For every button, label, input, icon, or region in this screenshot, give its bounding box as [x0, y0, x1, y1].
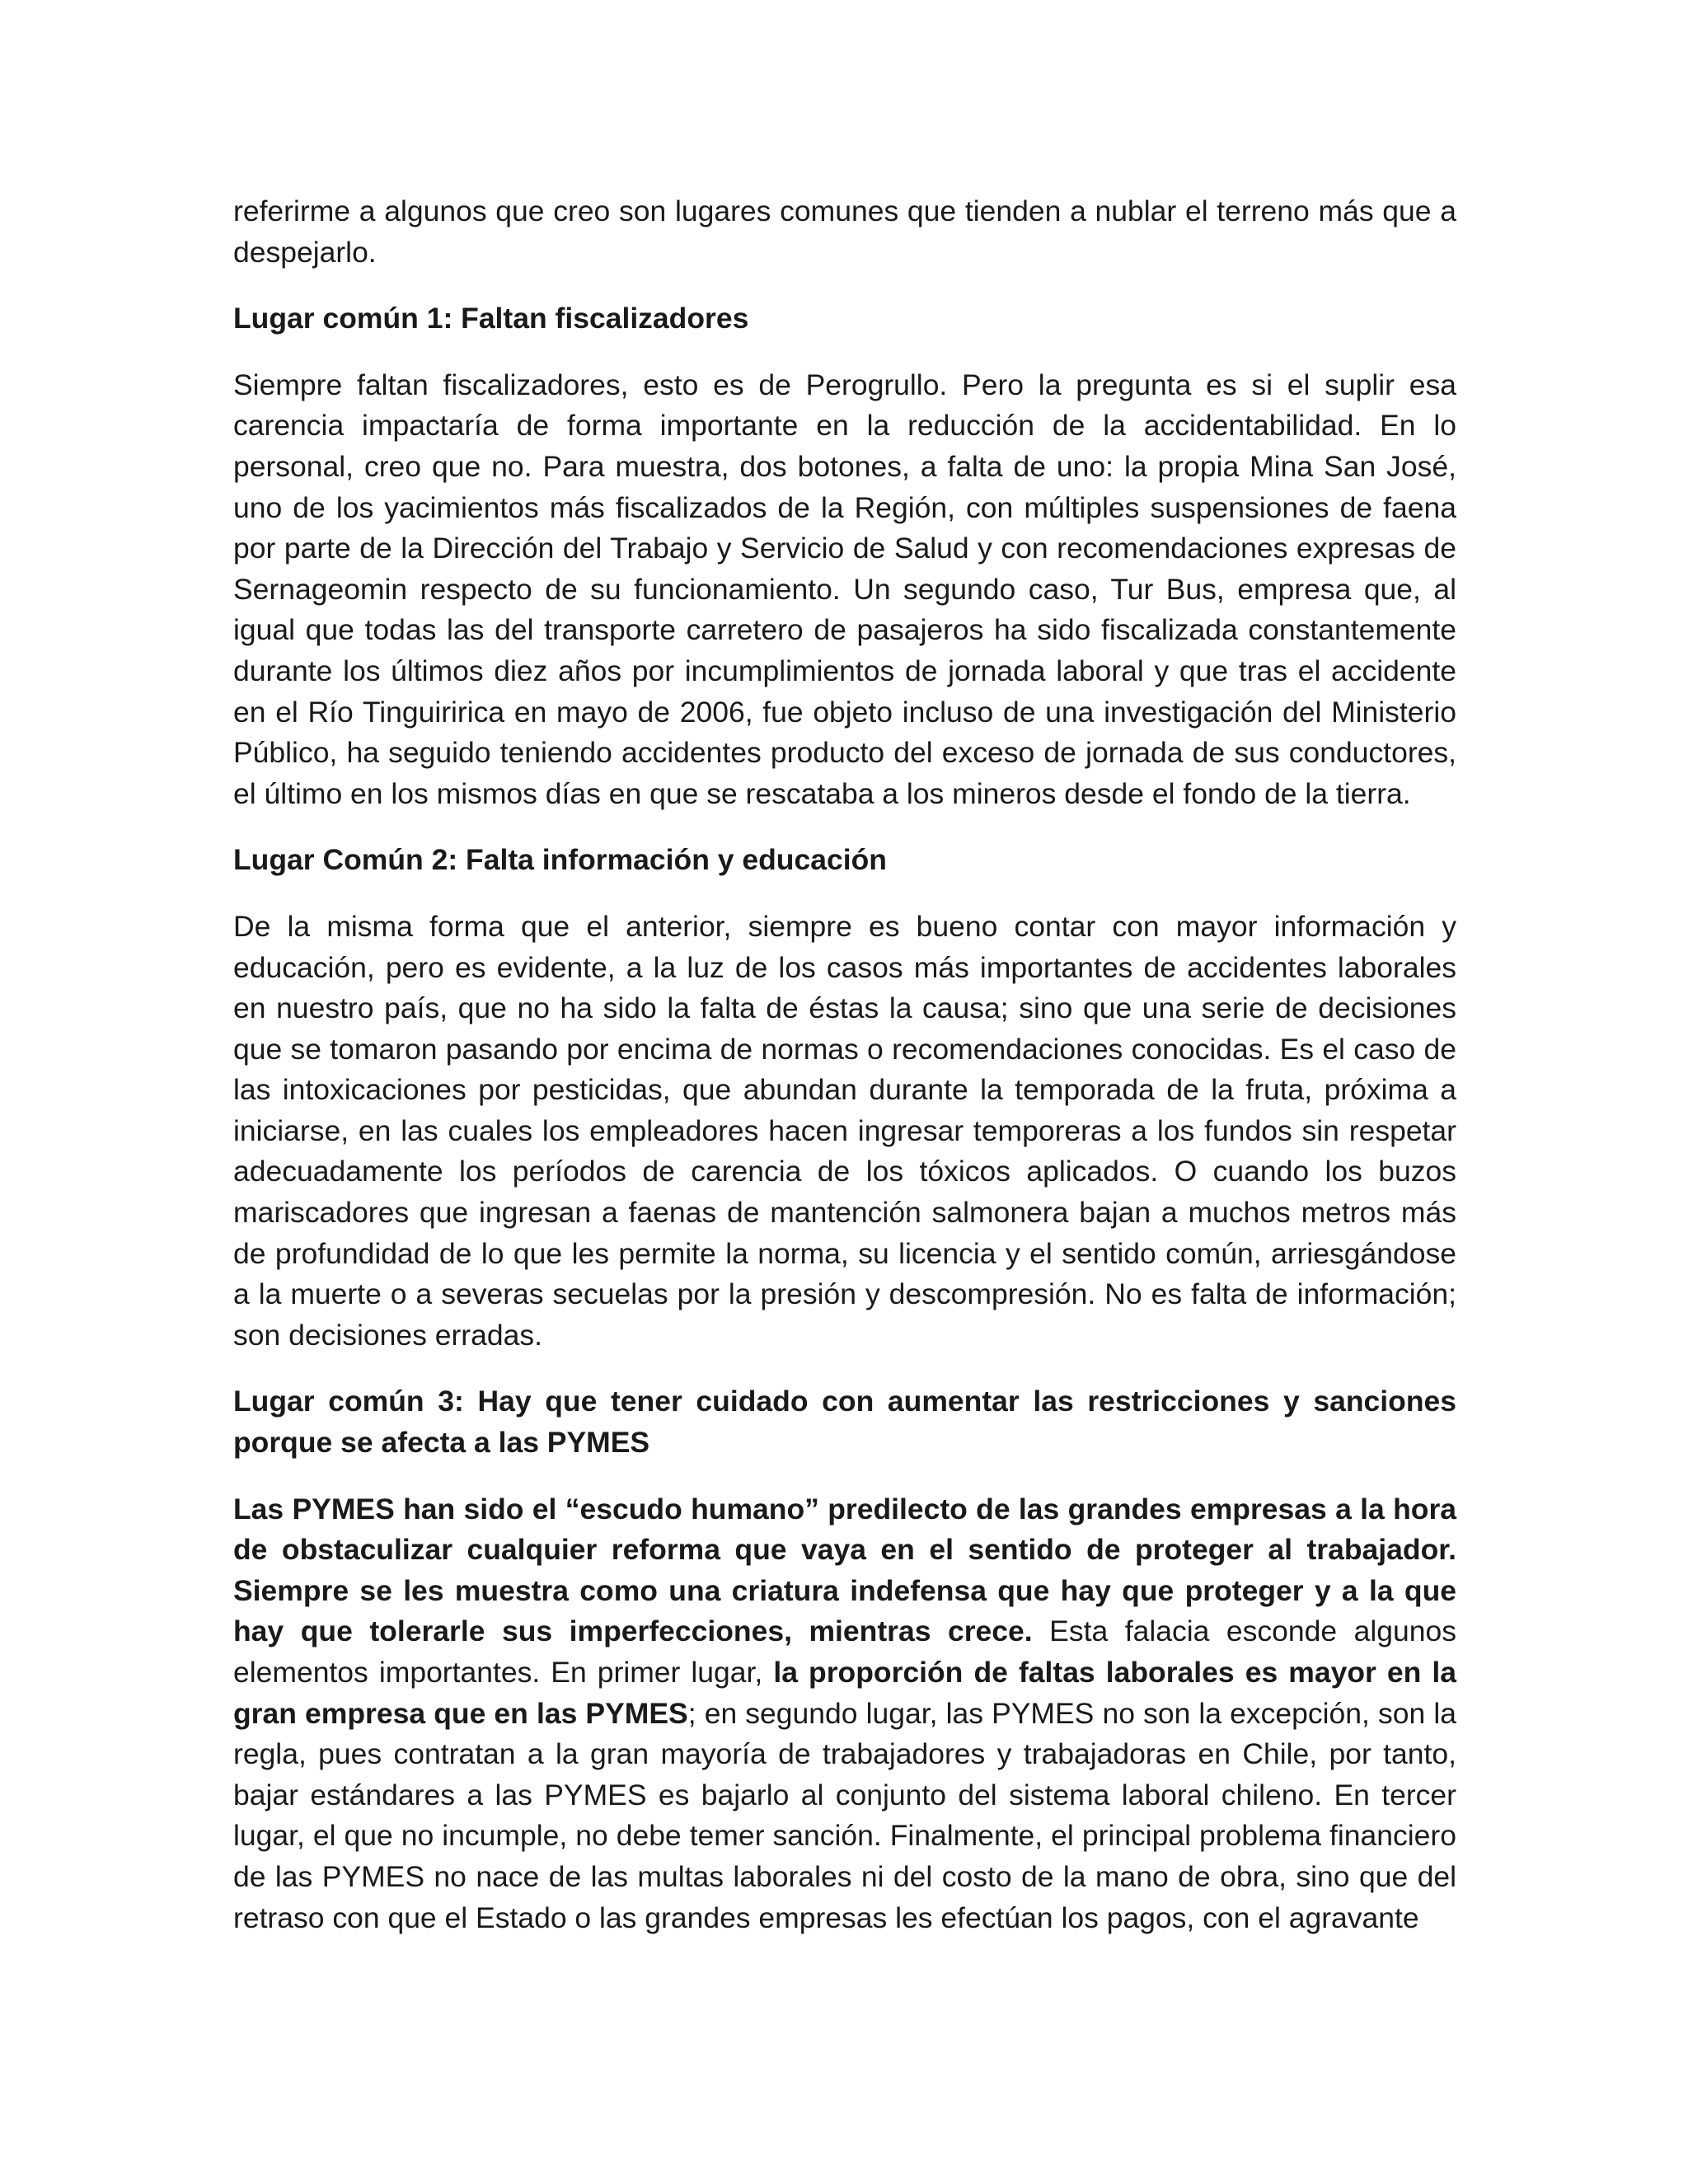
section-3-heading: Lugar común 3: Hay que tener cuidado con aumentar las restricciones y sanciones porque se afecta a las PYMES	[233, 1385, 1456, 1460]
section-3-bold-claim: la proporción de faltas laborales es mayor en la gran empresa que en las PYMES	[233, 1656, 1456, 1730]
section-2-paragraph: De la misma forma que el anterior, siempre es bueno contar con mayor información y educación, pero es evidente, a la luz de los casos más importantes de accidentes laborales en nuestro país, que no ha sido la falta de éstas la causa; sino que una serie de decisiones que se tomaron pasando por encima de normas o recomendaciones conocidas. Es el caso de las intoxicaciones por pesticidas, que abundan durante la temporada de la fruta, próxima a iniciarse, en las cuales los empleadores hacen ingresar temporeras a los fundos sin respetar adecuadamente los períodos de carencia de los tóxicos aplicados. O cuando los buzos mariscadores que ingresan a faenas de mantención salmonera bajan a muchos metros más de profundidad de lo que les permite la norma, su licencia y el sentido común, arriesgándose a la muerte o a severas secuelas por la presión y descompresión. No es falta de información; son decisiones erradas.	[233, 909, 1456, 1352]
section-3-text-2: ; en segundo lugar, las PYMES no son la excepción, son la regla, pues contratan a la gran mayoría de trabajadores y trabajadoras en Chile, por tanto, bajar estándares a las PYMES es bajarlo al conjunto del sistema laboral chileno. En tercer lugar, el que no incumple, no debe temer sanción. Finalmente, el principal problema financiero de las PYMES no nace de las multas laborales ni del costo de la mano de obra, sino que del retraso con que el Estado o las grandes empresas les efectúan los pagos, con el agravante	[233, 1696, 1456, 1934]
document-page	[233, 191, 1456, 1964]
section-2-heading: Lugar Común 2: Falta información y educación	[233, 843, 887, 877]
section-3-paragraph	[233, 1489, 1456, 1939]
section-3-bold-intro: Las PYMES han sido el “escudo humano” predilecto de las grandes empresas a la hora de obstaculizar cualquier reforma que vaya en el sentido de proteger al trabajador. Siempre se les muestra como una criatura indefensa que hay que proteger y a la que hay que tolerarle sus imperfecciones, mientras crece.	[233, 1492, 1456, 1648]
intro-paragraph: referirme a algunos que creo son lugares comunes que tienden a nublar el terreno más que a despejarlo.	[233, 194, 1456, 269]
section-3-text-1: Esta falacia esconde algunos elementos importantes. En primer lugar,	[233, 1615, 1456, 1689]
section-1-paragraph: Siempre faltan fiscalizadores, esto es de Perogrullo. Pero la pregunta es si el suplir esa carencia impactaría de forma importante en la reducción de la accidentabilidad. En lo personal, creo que no. Para muestra, dos botones, a falta de uno: la propia Mina San José, uno de los yacimientos más fiscalizados de la Región, con múltiples suspensiones de faena por parte de la Dirección del Trabajo y Servicio de Salud y con recomendaciones expresas de Sernageomin respecto de su funcionamiento. Un segundo caso, Tur Bus, empresa que, al igual que todas las del transporte carretero de pasajeros ha sido fiscalizada constantemente durante los últimos diez años por incumplimientos de jornada laboral y que tras el accidente en el Río Tinguiririca en mayo de 2006, fue objeto incluso de una investigación del Ministerio Público, ha seguido teniendo accidentes producto del exceso de jornada de sus conductores, el último en los mismos días en que se rescataba a los mineros desde el fondo de la tierra.	[233, 368, 1456, 810]
section-1-heading: Lugar común 1: Faltan fiscalizadores	[233, 302, 749, 335]
